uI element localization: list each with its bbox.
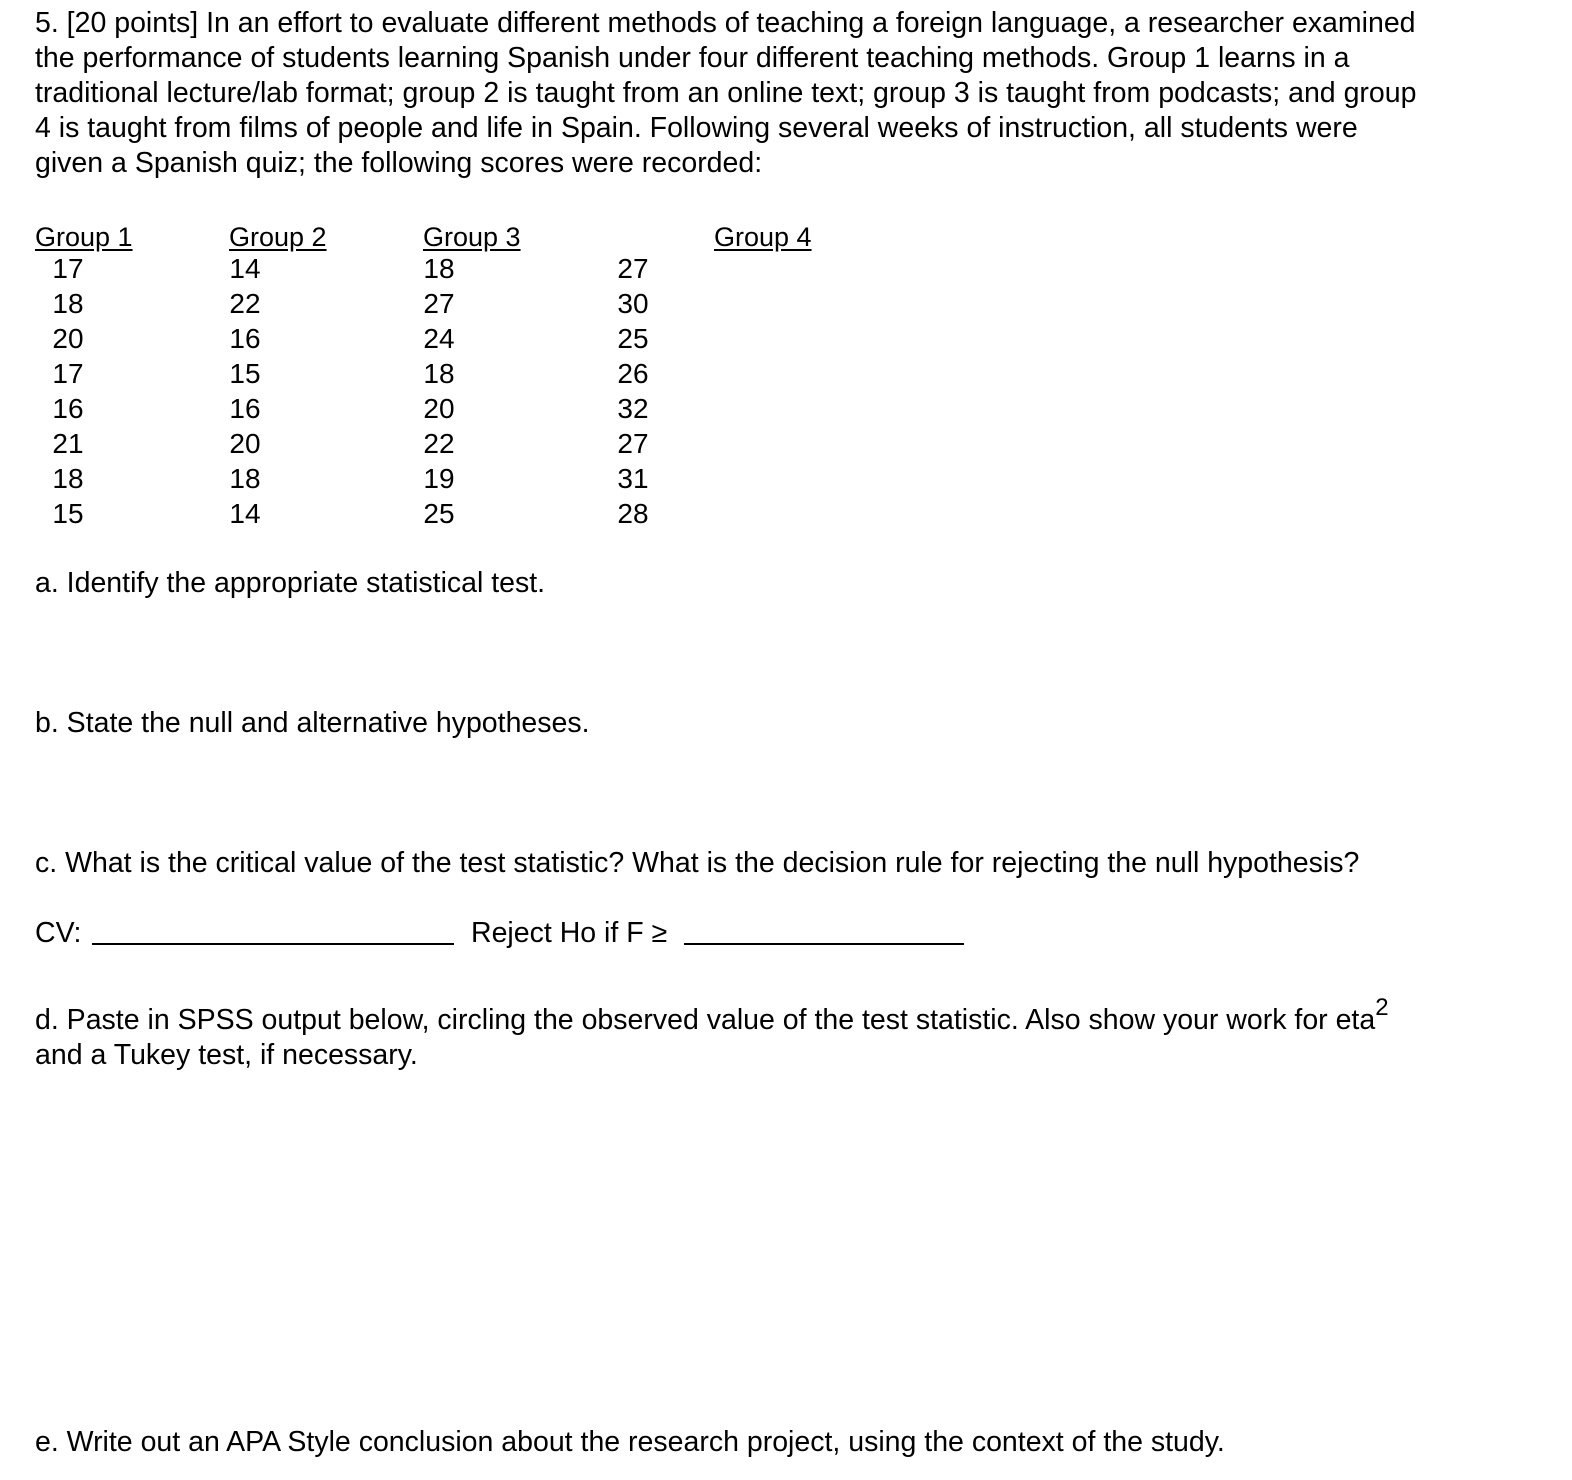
reject-answer-blank[interactable] [684,943,964,945]
group-3-header: Group 3 [423,222,521,252]
score-cell: 20 [52,323,84,354]
group-2-header: Group 2 [229,222,327,252]
question-d-line2: and a Tukey test, if necessary. [35,1039,418,1071]
group-1-header: Group 1 [35,222,133,252]
question-d [35,994,1455,1073]
score-cell: 18 [423,358,455,389]
reject-rule-label: Reject Ho if F ≥ [471,917,668,949]
group-2-scores [223,251,267,531]
score-cell: 27 [617,428,649,459]
score-cell: 14 [229,498,261,529]
score-cell: 16 [52,393,84,424]
group-4-header: Group 4 [714,222,812,252]
score-cell: 18 [423,253,455,284]
group-3-scores [417,251,461,531]
cv-label: CV: [35,917,82,949]
score-cell: 26 [617,358,649,389]
answer-row-c [35,916,81,951]
question-e: e. Write out an APA Style conclusion about the research project, using the context of the study. [35,1426,1225,1458]
score-cell: 15 [52,498,84,529]
problem-statement [35,6,1505,181]
score-cell: 20 [423,393,455,424]
cv-answer-blank[interactable] [92,943,454,945]
score-cell: 27 [423,288,455,319]
score-cell: 19 [423,463,455,494]
intro-line: the performance of students learning Spanish under four different teaching methods. Group 1 learns in a [35,42,1350,74]
intro-line: 5. [20 points] In an effort to evaluate different methods of teaching a foreign language, a researcher examined [35,7,1416,39]
score-cell: 18 [52,288,84,319]
score-cell: 17 [52,253,84,284]
superscript-2: 2 [1375,994,1389,1021]
score-cell: 25 [617,323,649,354]
question-b: b. State the null and alternative hypotheses. [35,707,590,739]
score-cell: 20 [229,428,261,459]
score-cell: 22 [229,288,261,319]
question-d-text: d. Paste in SPSS output below, circling the observed value of the test statistic. Also show your work for eta [35,1004,1376,1036]
score-cell: 27 [617,253,649,284]
score-cell: 32 [617,393,649,424]
score-cell: 24 [423,323,455,354]
intro-line: traditional lecture/lab format; group 2 is taught from an online text; group 3 is taught from podcasts; and group [35,77,1417,109]
group-4-scores [611,251,655,531]
group-1-scores [46,251,90,531]
score-cell: 22 [423,428,455,459]
score-cell: 25 [423,498,455,529]
score-cell: 28 [617,498,649,529]
score-cell: 16 [229,393,261,424]
score-cell: 14 [229,253,261,284]
question-d-line1 [35,994,1455,1038]
intro-line: given a Spanish quiz; the following scores were recorded: [35,147,763,179]
score-cell: 30 [617,288,649,319]
intro-line: 4 is taught from films of people and life in Spain. Following several weeks of instruction, all students were [35,112,1358,144]
score-cell: 18 [229,463,261,494]
score-cell: 16 [229,323,261,354]
score-cell: 31 [617,463,649,494]
question-a: a. Identify the appropriate statistical test. [35,567,546,599]
question-c: c. What is the critical value of the test statistic? What is the decision rule for rejecting the null hypothesis? [35,847,1360,879]
score-cell: 15 [229,358,261,389]
score-cell: 18 [52,463,84,494]
score-cell: 17 [52,358,84,389]
score-cell: 21 [52,428,84,459]
